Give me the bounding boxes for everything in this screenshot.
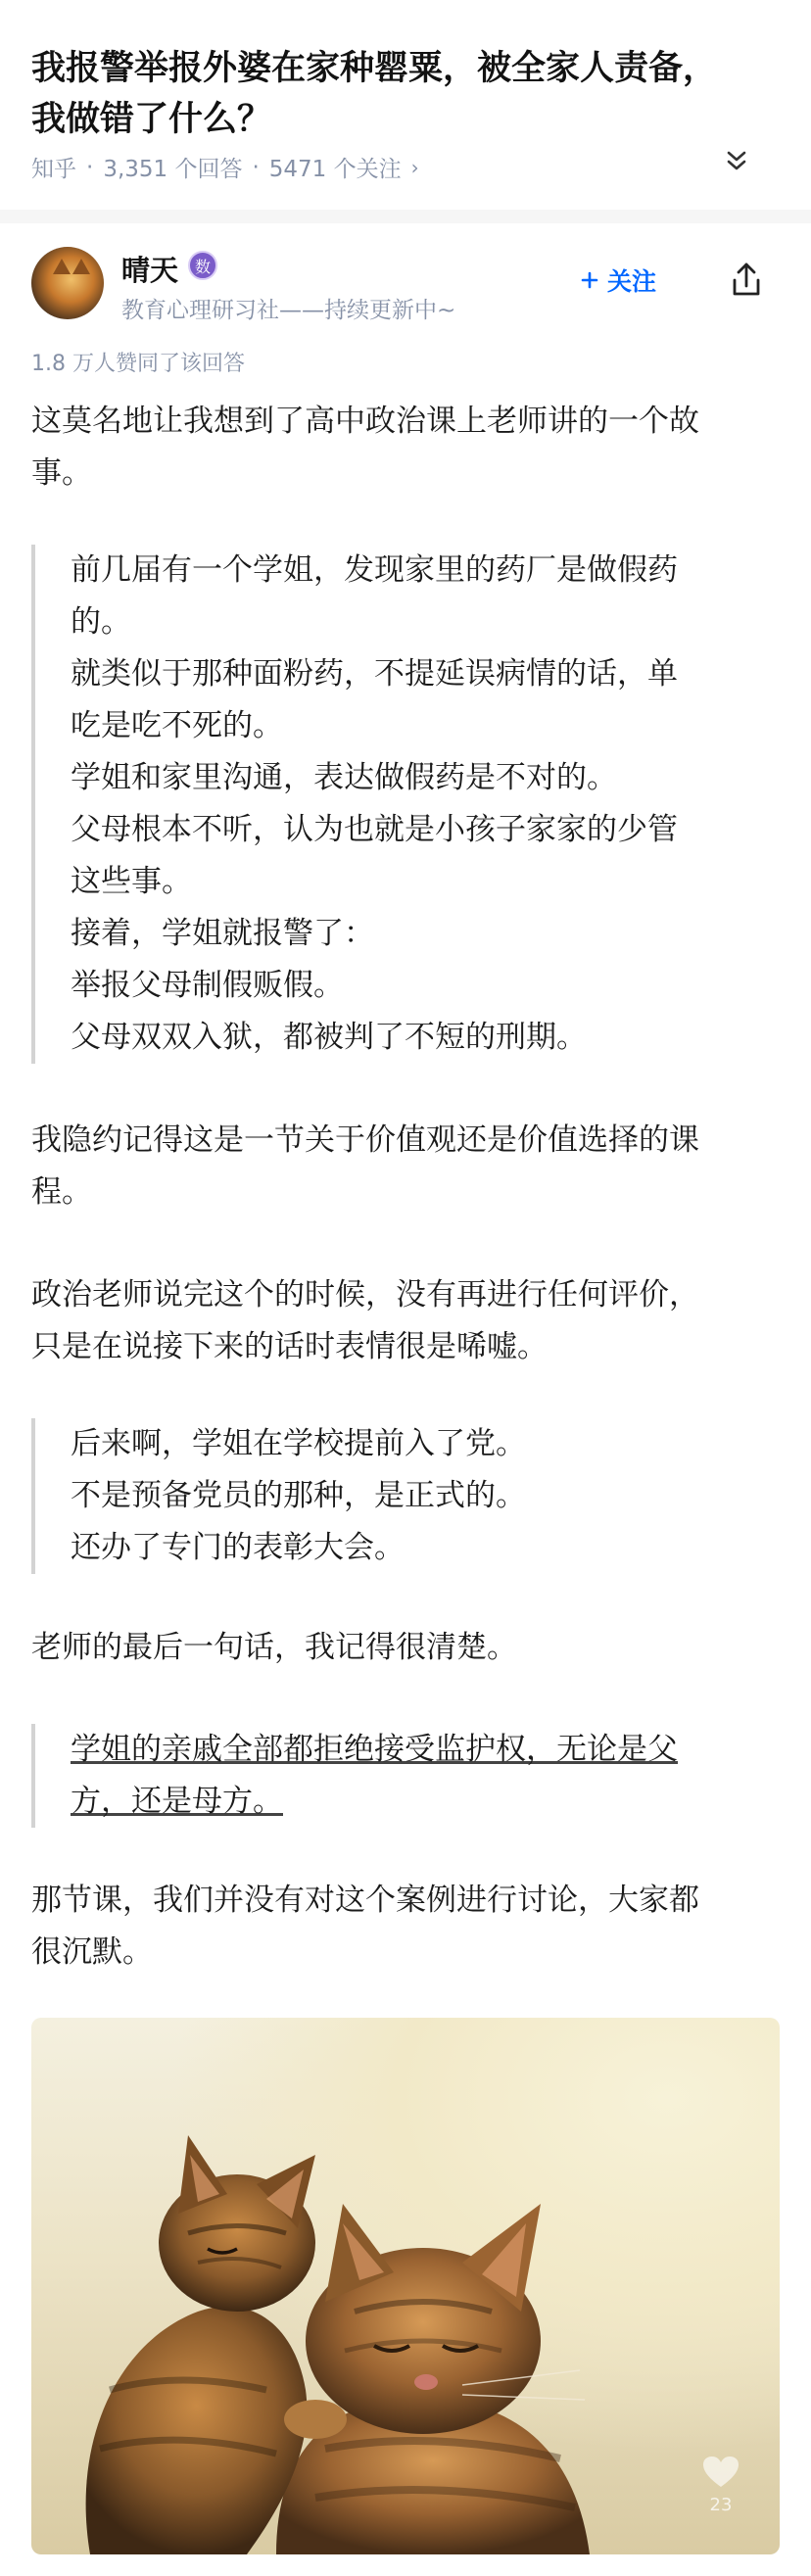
quote-line: 后来啊，学姐在学校提前入了党。	[71, 1426, 526, 1461]
paragraph	[31, 1115, 776, 1218]
quote-line: 的。	[71, 604, 131, 640]
text-line: 我隐约记得这是一节关于价值观还是价值选择的课	[31, 1122, 699, 1158]
share-icon	[725, 259, 768, 302]
quote-line: 不是预备党员的那种，是正式的。	[71, 1478, 526, 1513]
text-line: 那节课，我们并没有对这个案例进行讨论，大家都	[31, 1883, 699, 1918]
text-line: 老师的最后一句话，我记得很清楚。	[31, 1630, 517, 1665]
quote-line: 父母根本不听，认为也就是小孩子家家的少管	[71, 812, 678, 847]
quote-line: 学姐的亲戚全部都拒绝接受监护权，无论是父	[71, 1732, 678, 1767]
heart-icon	[701, 2455, 740, 2490]
share-button[interactable]	[725, 259, 768, 302]
paragraph	[31, 1269, 776, 1373]
blockquote	[31, 1724, 776, 1828]
quote-line: 父母双双入狱，都被判了不短的刑期。	[71, 1020, 587, 1055]
follow-label: 关注	[607, 267, 657, 296]
text-line: 只是在说接下来的话时表情很是唏嘘。	[31, 1329, 548, 1364]
author-name[interactable]: 晴天	[121, 254, 179, 287]
text-line: 很沉默。	[31, 1934, 153, 1970]
image-like-button[interactable]	[692, 2455, 750, 2515]
avatar[interactable]	[31, 247, 104, 319]
question-title[interactable]: 我报警举报外婆在家种罂粟，被全家人责备，我做错了什么？	[31, 49, 718, 139]
author-bio: 教育心理研习社——持续更新中~	[121, 298, 456, 323]
blockquote	[31, 545, 776, 1064]
quote-line: 学姐和家里沟通，表达做假药是不对的。	[71, 760, 617, 795]
quote-line: 接着，学姐就报警了：	[71, 916, 374, 951]
text-line: 政治老师说完这个的时候，没有再进行任何评价，	[31, 1277, 699, 1312]
blockquote	[31, 1418, 776, 1574]
follower-count: 5471 个关注	[268, 157, 402, 182]
quote-line: 这些事。	[71, 864, 192, 899]
paragraph	[31, 396, 776, 500]
quote-line: 就类似于那种面粉药，不提延误病情的话，单	[71, 656, 678, 692]
verified-badge-icon: 数	[188, 251, 217, 280]
avatar-ear	[72, 259, 90, 274]
answer-count: 3,351 个回答	[103, 157, 243, 182]
image-like-count: 23	[709, 2495, 733, 2515]
source-label: 知乎	[31, 157, 76, 182]
quote-line: 方，还是母方。	[71, 1784, 283, 1819]
answer-image[interactable]	[31, 2018, 780, 2554]
avatar-ear	[53, 259, 71, 274]
question-meta[interactable]: 知乎 · 3,351 个回答 · 5471 个关注 ›	[31, 151, 419, 183]
collapse-button[interactable]	[715, 139, 758, 182]
text-line: 事。	[31, 455, 92, 491]
follow-button[interactable]	[580, 262, 656, 298]
cats-illustration	[31, 2018, 780, 2554]
paragraph	[31, 1622, 776, 1674]
chevron-right-icon: ›	[410, 155, 419, 179]
quote-line: 举报父母制假贩假。	[71, 968, 344, 1003]
quote-line: 吃是吃不死的。	[71, 708, 283, 743]
double-chevron-down-icon	[723, 147, 750, 174]
text-line: 程。	[31, 1174, 92, 1210]
quote-line: 还办了专门的表彰大会。	[71, 1530, 405, 1565]
upvote-summary: 1.8 万人赞同了该回答	[31, 352, 245, 376]
quote-line: 前几届有一个学姐，发现家里的药厂是做假药	[71, 552, 678, 588]
section-divider	[0, 210, 811, 223]
text-line: 这莫名地让我想到了高中政治课上老师讲的一个故	[31, 404, 699, 439]
paragraph	[31, 1875, 776, 1979]
plus-icon	[580, 270, 599, 290]
